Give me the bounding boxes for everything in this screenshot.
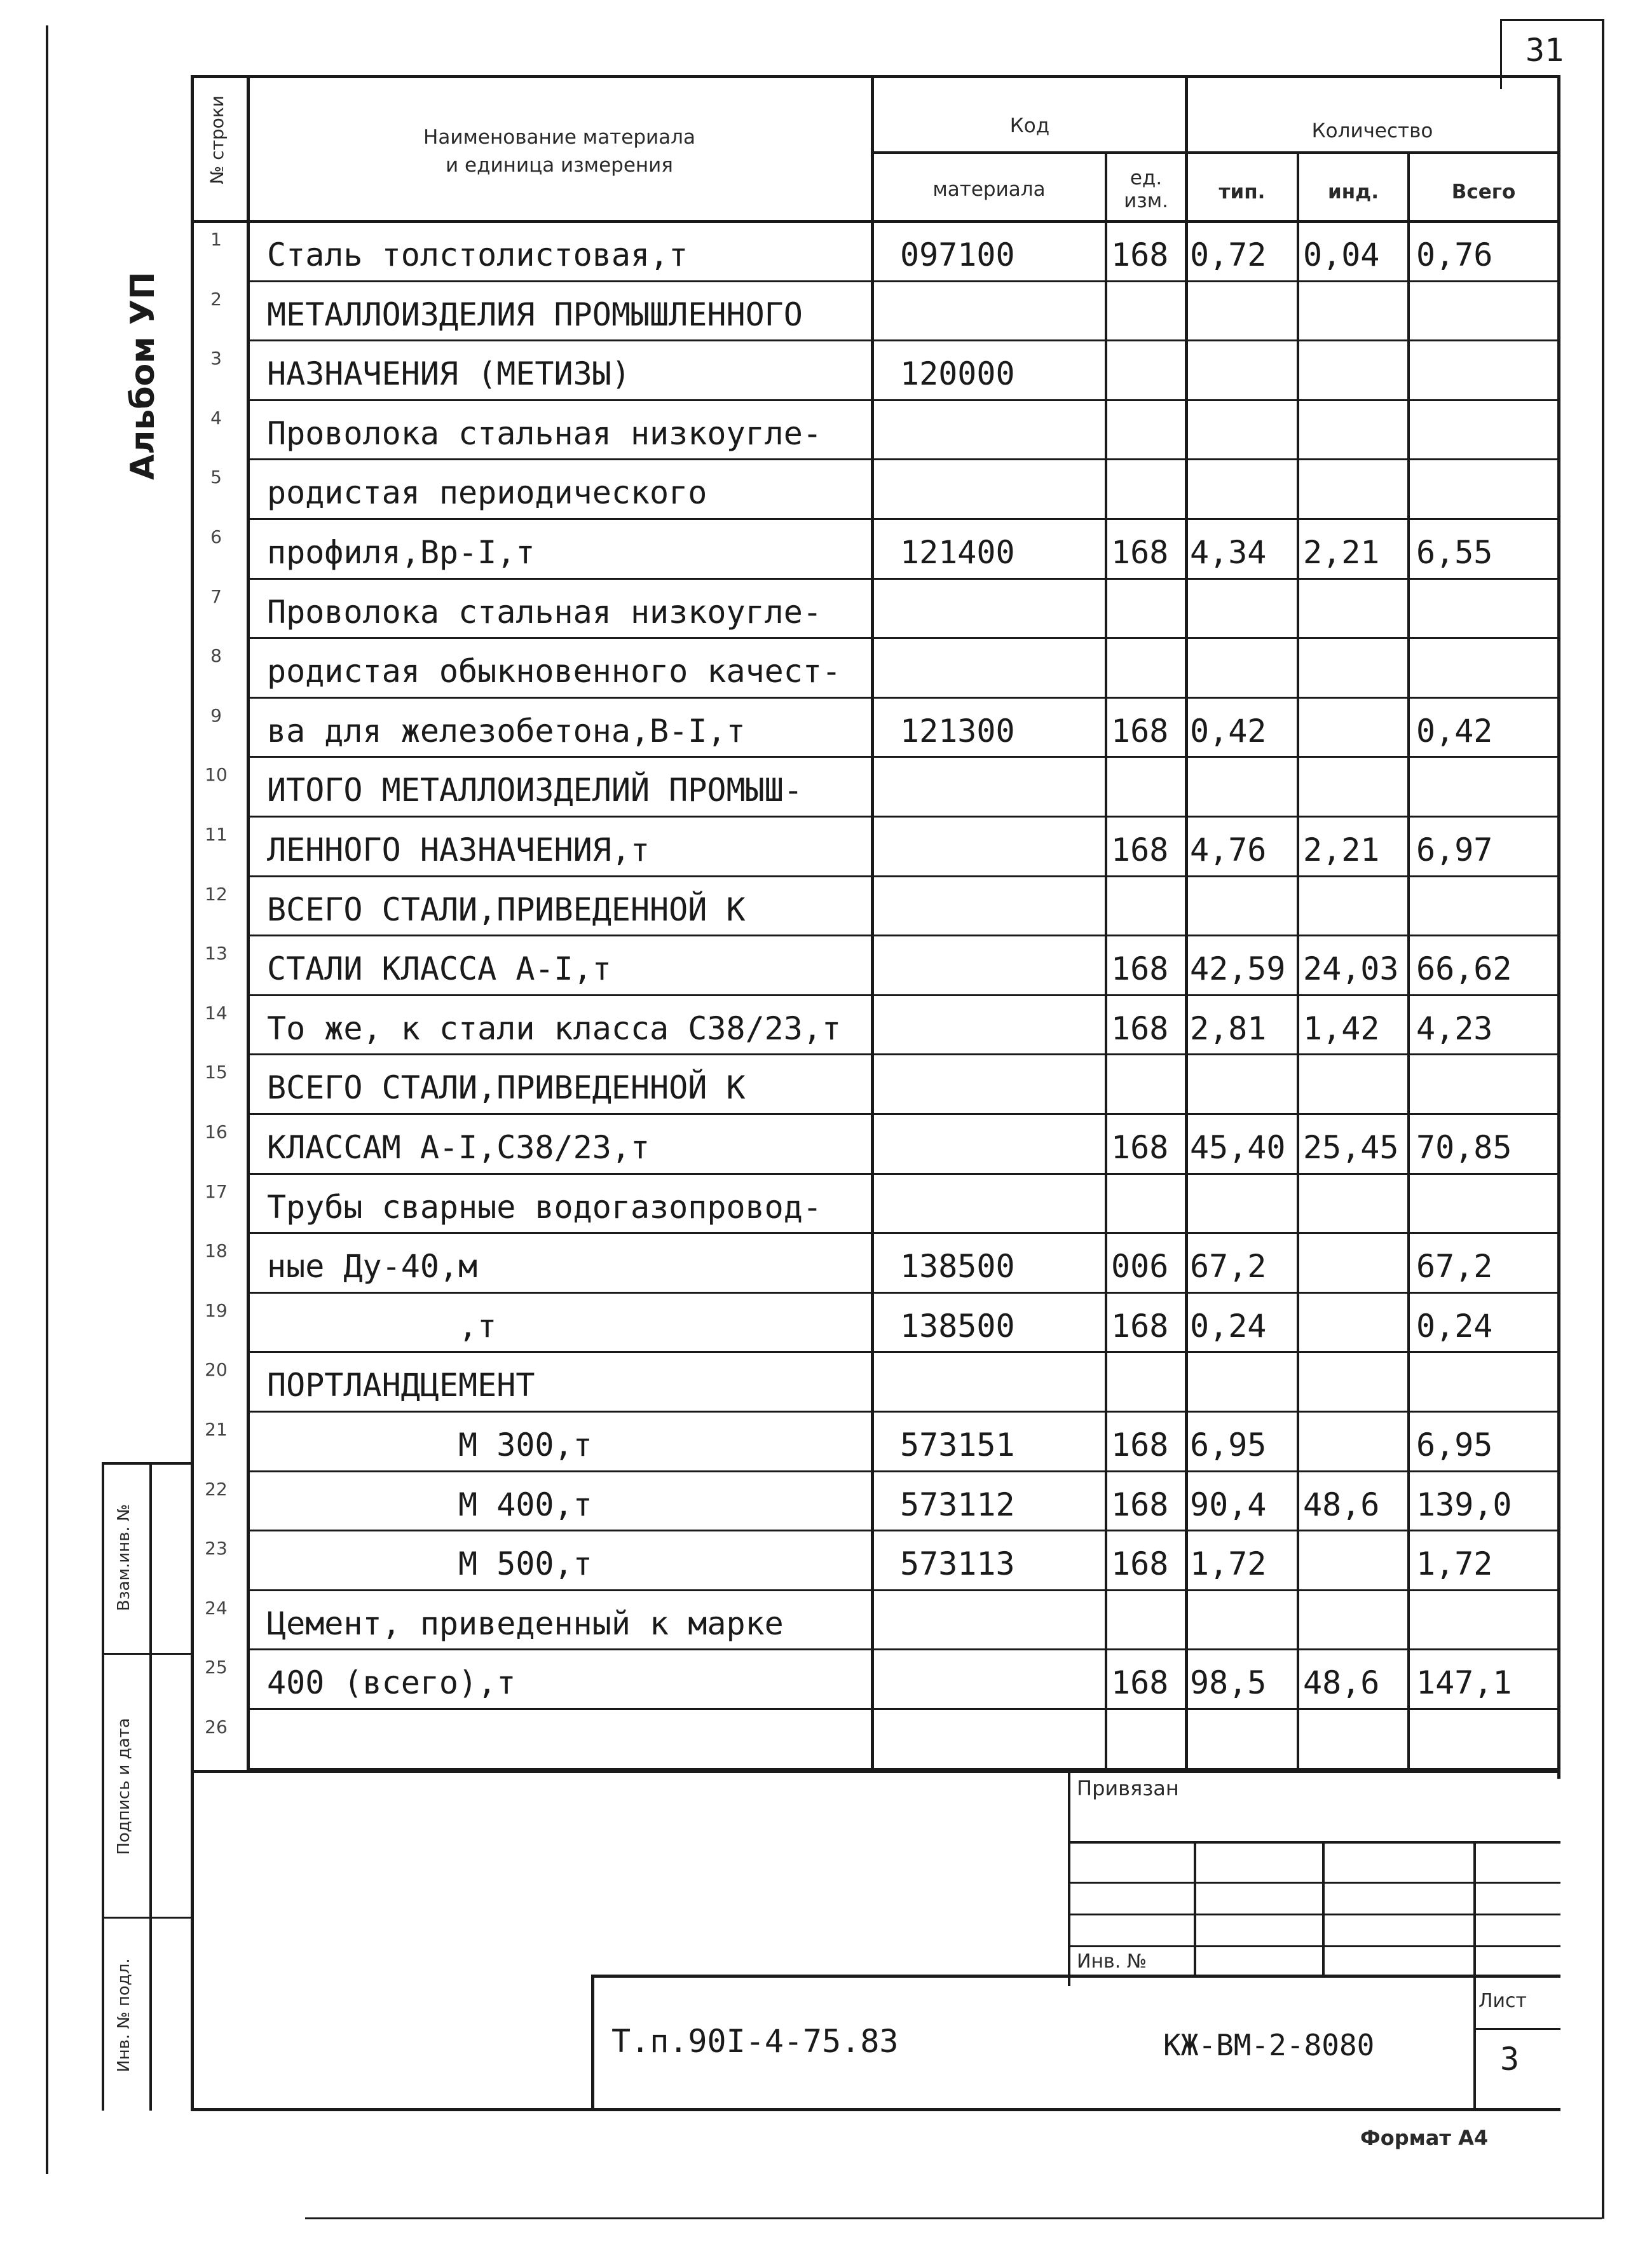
- header-code: Код: [1009, 114, 1050, 137]
- row-line: [249, 1053, 1557, 1055]
- row-name: Проволока стальная низкоугле-: [267, 414, 822, 452]
- row-material-code: 573113: [900, 1545, 1015, 1583]
- stamp-privyazan: Привязан: [1077, 1776, 1179, 1800]
- row-number: 15: [205, 1062, 228, 1083]
- row-material-code: 138500: [900, 1307, 1015, 1345]
- row-unit-code: 168: [1111, 534, 1169, 571]
- row-qty-ind: 0,04: [1303, 236, 1380, 273]
- side-stamp-sep2: [102, 1917, 194, 1919]
- row-unit-code: 168: [1111, 1486, 1169, 1523]
- row-number: 5: [210, 467, 222, 488]
- row-line: [249, 1292, 1557, 1294]
- row-line: [249, 399, 1557, 401]
- row-qty-typ: 2,81: [1190, 1010, 1267, 1047]
- row-name: МЕТАЛЛОИЗДЕЛИЯ ПРОМЫШЛЕННОГО: [267, 296, 803, 333]
- row-qty-ind: 48,6: [1303, 1664, 1380, 1702]
- row-qty-total: 4,23: [1416, 1010, 1493, 1047]
- stamp-project: Т.п.90I-4-75.83: [611, 2023, 899, 2060]
- header-row-no: № строки: [207, 95, 228, 184]
- side-stamp-col2: Подпись и дата: [114, 1718, 133, 1855]
- row-number: 26: [205, 1716, 228, 1737]
- row-material-code: 121300: [900, 712, 1015, 750]
- side-stamp-col1: Взам.инв. №: [114, 1503, 133, 1612]
- row-line: [249, 578, 1557, 580]
- row-qty-ind: 2,21: [1303, 534, 1380, 571]
- row-name: ные Ду-40,м: [267, 1248, 478, 1285]
- stamp-grid-h1: [1068, 1882, 1560, 1884]
- row-name: КЛАССАМ А-I,С38/23,т: [267, 1129, 650, 1166]
- row-line: [249, 935, 1557, 936]
- stamp-main-top: [591, 1975, 1560, 1978]
- stamp-inv-no: Инв. №: [1077, 1950, 1147, 1973]
- table-body-bottom: [191, 1770, 1557, 1773]
- row-name: М 400,т: [267, 1486, 592, 1523]
- row-unit-code: 168: [1111, 1427, 1169, 1463]
- header-code-unit: ед. изм.: [1124, 167, 1168, 212]
- row-line: [249, 518, 1557, 520]
- stamp-grid-h2: [1068, 1914, 1560, 1915]
- row-number: 3: [210, 348, 222, 369]
- table-frame-top: [191, 75, 1557, 78]
- header-qty-total: Всего: [1451, 181, 1516, 203]
- header-quantity: Количество: [1311, 120, 1433, 142]
- row-line: [249, 1113, 1557, 1115]
- side-stamp-mid: [149, 1462, 152, 2111]
- table-frame-right: [1557, 75, 1560, 1779]
- row-line: [249, 339, 1557, 341]
- row-qty-ind: 2,21: [1303, 832, 1380, 868]
- row-number: 2: [210, 288, 222, 310]
- row-qty-typ: 6,95: [1190, 1427, 1267, 1463]
- row-line: [249, 816, 1557, 818]
- row-name: Проволока стальная низкоугле-: [267, 593, 822, 631]
- header-name-line1: Наименование материала: [423, 126, 695, 149]
- row-number: 10: [205, 764, 228, 786]
- row-name: Цемент, приведенный к марке: [267, 1605, 784, 1642]
- row-line: [249, 1173, 1557, 1175]
- table-frame-left: [191, 75, 194, 2109]
- row-number: 13: [205, 943, 228, 964]
- row-number: 12: [205, 883, 228, 905]
- stamp-main-left: [591, 1975, 594, 2111]
- row-qty-typ: 98,5: [1190, 1664, 1267, 1702]
- row-number: 21: [205, 1419, 228, 1440]
- sheet-corner-number: 31: [1526, 32, 1564, 69]
- row-line: [249, 1648, 1557, 1650]
- stamp-grid-v1: [1194, 1841, 1196, 1976]
- row-material-code: 121400: [900, 534, 1015, 571]
- row-number: 6: [210, 526, 222, 547]
- corner-box-left: [1500, 19, 1502, 89]
- row-number: 8: [210, 645, 222, 667]
- bottom-margin-line: [305, 2217, 1602, 2219]
- stamp-privyazan-left: [1068, 1770, 1070, 1986]
- row-number: 20: [205, 1359, 228, 1381]
- col-line-rowno: [247, 75, 250, 1772]
- row-qty-typ: 4,34: [1190, 534, 1267, 571]
- row-name: Сталь толстолистовая,т: [267, 236, 688, 273]
- stamp-privyazan-underline: [1068, 1841, 1560, 1844]
- row-material-code: 097100: [900, 236, 1015, 273]
- row-name: ПОРТЛАНДЦЕМЕНТ: [267, 1367, 535, 1404]
- side-stamp-left: [102, 1462, 104, 2111]
- stamp-format: Формат А4: [1360, 2126, 1489, 2150]
- row-name: 400 (всего),т: [267, 1664, 516, 1702]
- row-qty-total: 0,24: [1416, 1307, 1493, 1345]
- table-frame-bottom: [191, 2108, 1560, 2111]
- row-line: [249, 280, 1557, 282]
- stamp-grid-v2: [1322, 1841, 1325, 1976]
- stamp-list-value: 3: [1500, 2041, 1520, 2078]
- row-number: 17: [205, 1181, 228, 1202]
- row-line: [249, 1589, 1557, 1591]
- row-number: 23: [205, 1538, 228, 1559]
- row-line: [249, 875, 1557, 877]
- row-name: ЛЕННОГО НАЗНАЧЕНИЯ,т: [267, 832, 650, 868]
- side-stamp-top: [102, 1462, 194, 1465]
- row-unit-code: 168: [1111, 832, 1169, 868]
- row-line: [249, 1411, 1557, 1413]
- row-number: 4: [210, 407, 222, 428]
- row-number: 22: [205, 1478, 228, 1500]
- left-margin-line: [46, 25, 48, 2174]
- header-name-line2: и единица измерения: [446, 154, 673, 177]
- corner-box-top: [1500, 19, 1602, 21]
- row-number: 18: [205, 1240, 228, 1262]
- header-qty-ind: инд.: [1328, 181, 1379, 203]
- stamp-grid-h3: [1068, 1945, 1560, 1947]
- row-qty-total: 0,76: [1416, 236, 1493, 273]
- row-name: профиля,Вр-I,т: [267, 534, 535, 571]
- side-stamp-col3: Инв. № подл.: [114, 1958, 133, 2072]
- row-unit-code: 168: [1111, 1545, 1169, 1583]
- row-name: ,т: [267, 1307, 497, 1345]
- row-qty-total: 70,85: [1416, 1129, 1512, 1166]
- row-unit-code: 168: [1111, 236, 1169, 273]
- row-unit-code: 006: [1111, 1248, 1169, 1285]
- row-name: ВСЕГО СТАЛИ,ПРИВЕДЕННОЙ К: [267, 891, 746, 928]
- right-margin-line: [1602, 19, 1604, 2219]
- row-number: 24: [205, 1597, 228, 1619]
- stamp-list-sep: [1473, 2028, 1560, 2030]
- row-material-code: 138500: [900, 1248, 1015, 1285]
- row-material-code: 120000: [900, 355, 1015, 393]
- row-unit-code: 168: [1111, 1129, 1169, 1166]
- row-name: Трубы сварные водогазопровод-: [267, 1188, 822, 1226]
- row-name: НАЗНАЧЕНИЯ (МЕТИЗЫ): [267, 355, 631, 393]
- row-name: СТАЛИ КЛАССА А-I,т: [267, 950, 611, 988]
- row-number: 1: [210, 229, 222, 250]
- row-unit-code: 168: [1111, 1664, 1169, 1702]
- row-qty-total: 66,62: [1416, 950, 1512, 988]
- row-qty-total: 0,42: [1416, 712, 1493, 750]
- side-stamp-sep1: [102, 1653, 194, 1655]
- row-name: М 300,т: [267, 1427, 592, 1463]
- row-qty-total: 6,55: [1416, 534, 1493, 571]
- row-number: 25: [205, 1657, 228, 1678]
- row-line: [249, 1351, 1557, 1353]
- row-material-code: 573112: [900, 1486, 1015, 1523]
- row-qty-typ: 42,59: [1190, 950, 1286, 988]
- row-qty-ind: 1,42: [1303, 1010, 1380, 1047]
- stamp-doc-code: КЖ-ВМ-2-8080: [1163, 2028, 1375, 2062]
- row-qty-typ: 4,76: [1190, 832, 1267, 868]
- header-code-material: материала: [932, 178, 1046, 201]
- row-qty-typ: 90,4: [1190, 1486, 1267, 1523]
- row-qty-ind: 48,6: [1303, 1486, 1380, 1523]
- header-subline: [871, 151, 1557, 154]
- stamp-list-label: Лист: [1478, 1990, 1527, 2012]
- row-qty-total: 6,97: [1416, 832, 1493, 868]
- row-unit-code: 168: [1111, 712, 1169, 750]
- row-qty-ind: 25,45: [1303, 1129, 1399, 1166]
- row-number: 9: [210, 704, 222, 726]
- header-bottom-line: [191, 220, 1557, 223]
- row-name: То же, к стали класса С38/23,т: [267, 1010, 842, 1047]
- row-line: [249, 1232, 1557, 1234]
- row-qty-ind: 24,03: [1303, 950, 1399, 988]
- row-name: ВСЕГО СТАЛИ,ПРИВЕДЕННОЙ К: [267, 1069, 746, 1107]
- row-line: [249, 1708, 1557, 1710]
- row-line: [249, 1530, 1557, 1531]
- row-qty-total: 147,1: [1416, 1664, 1512, 1702]
- row-qty-total: 67,2: [1416, 1248, 1493, 1285]
- row-name: родистая обыкновенного качест-: [267, 653, 842, 690]
- row-line: [249, 458, 1557, 460]
- row-name: М 500,т: [267, 1545, 592, 1583]
- row-line: [249, 1470, 1557, 1472]
- row-qty-typ: 67,2: [1190, 1248, 1267, 1285]
- row-qty-typ: 45,40: [1190, 1129, 1286, 1166]
- row-qty-total: 6,95: [1416, 1427, 1493, 1463]
- row-number: 11: [205, 824, 228, 845]
- row-unit-code: 168: [1111, 950, 1169, 988]
- row-name: родистая периодического: [267, 474, 707, 512]
- row-line: [249, 697, 1557, 699]
- row-line: [249, 994, 1557, 996]
- row-qty-typ: 0,42: [1190, 712, 1267, 750]
- row-qty-total: 1,72: [1416, 1545, 1493, 1583]
- col-line-code-qty: [1185, 75, 1188, 1772]
- row-number: 7: [210, 586, 222, 607]
- row-number: 19: [205, 1299, 228, 1321]
- col-line-name: [871, 75, 874, 1772]
- row-name: ва для железобетона,В-I,т: [267, 712, 746, 750]
- row-line: [249, 637, 1557, 639]
- row-line: [249, 756, 1557, 758]
- row-unit-code: 168: [1111, 1307, 1169, 1345]
- row-qty-typ: 0,24: [1190, 1307, 1267, 1345]
- row-qty-typ: 0,72: [1190, 236, 1267, 273]
- row-line: [249, 1768, 1557, 1770]
- header-qty-typ: тип.: [1219, 181, 1266, 203]
- row-qty-typ: 1,72: [1190, 1545, 1267, 1583]
- row-number: 16: [205, 1121, 228, 1142]
- row-name: ИТОГО МЕТАЛЛОИЗДЕЛИЙ ПРОМЫШ-: [267, 772, 803, 809]
- row-material-code: 573151: [900, 1427, 1015, 1463]
- row-qty-total: 139,0: [1416, 1486, 1512, 1523]
- row-unit-code: 168: [1111, 1010, 1169, 1047]
- row-number: 14: [205, 1002, 228, 1024]
- album-label: Альбом УП: [124, 271, 162, 480]
